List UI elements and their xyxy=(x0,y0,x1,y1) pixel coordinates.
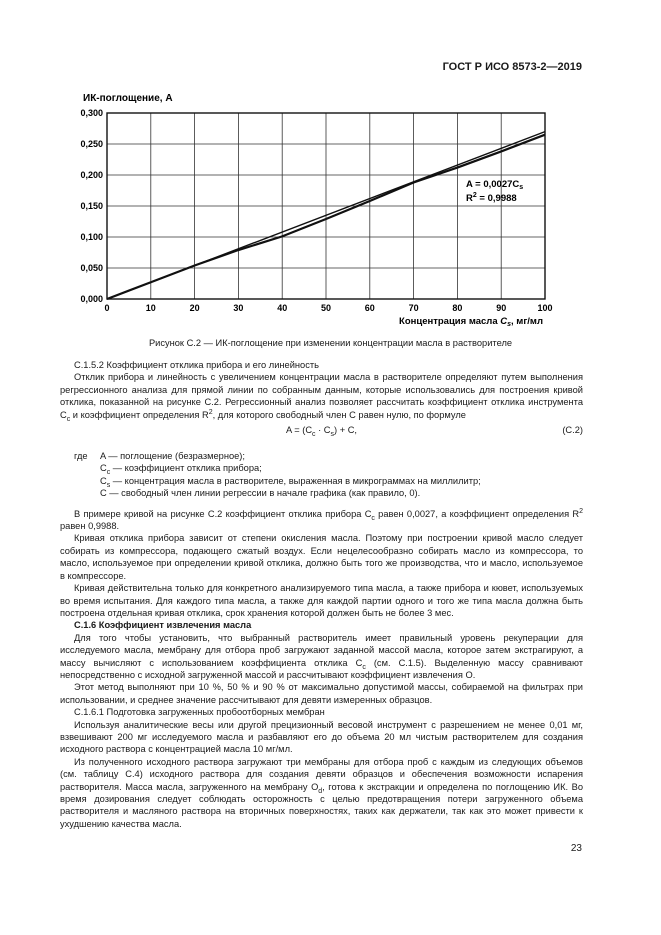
body-text xyxy=(60,359,583,830)
chart-grid xyxy=(107,113,545,299)
paragraph-oxidation: Кривая отклика прибора зависит от степени окисления масла. Поэтому при построении кривой масло следует собирать из компрессора, подающего сжатый воздух. Если нецелесообразно собирать масло из компрессора, то масло, используемое при определении кривой отклика, должно быть того же производства, что и масло, используемое в компрессоре. xyxy=(60,533,583,581)
y-tick-label: 0,250 xyxy=(80,139,103,149)
paragraph-response: Отклик прибора и линейность с увеличением концентрации масла в растворителе определяют путем выполнения регрессионного анализа для прямой линии по собранным данным, которые использовались для построения кривой отклика, показанной на рисунке С.2. Регрессионный анализ позволяет рассчитать коэффициент отклика инструмента $C_c$ и коэффициент определения $R^2$, для которого свободный член C равен нулю, по формуле xyxy=(60,372,583,423)
formula-body: $A = (C_c \cdot C_s) + C$, xyxy=(285,425,358,438)
x-tick-label: 30 xyxy=(233,303,244,313)
y-tick-label: 0,150 xyxy=(80,201,103,211)
paragraph-example: В примере кривой на рисунке С.2 коэффициент отклика прибора $C_c$ равен 0,0027, а коэффициент определения $R^2$ равен 0,9988. xyxy=(60,507,583,532)
y-tick-label: 0,100 xyxy=(80,232,103,242)
document-header: ГОСТ Р ИСО 8573-2—2019 xyxy=(442,61,582,73)
section-c161-title: С.1.6.1 Подготовка загруженных пробоотборных мембран xyxy=(74,707,325,718)
absorbance-chart xyxy=(0,0,661,335)
formula-c2 xyxy=(60,424,583,442)
paragraph-validity: Кривая действительна только для конкретного анализируемого типа масла, а также прибора и кювет, используемых во время испытания. Для каждого типа масла, а также для каждой партии одного и того же типа масла должна быть построена отдельная кривая отклика, срок хранения которой должен быть не более 3 мес. xyxy=(60,583,583,618)
x-tick-label: 60 xyxy=(364,303,375,313)
x-tick-label: 70 xyxy=(408,303,419,313)
x-tick-label: 90 xyxy=(496,303,507,313)
paragraph-weighing: Используя аналитические весы или другой прецизионный весовой инструмент с разрешением не менее 0,01 мг, взвешивают 200 мг исследуемого масла и разбавляют его до объема 20 мл чистым растворителем для создания исходного раствора с концентрацией масла 10 мг/мл. xyxy=(60,719,583,755)
x-tick-label: 80 xyxy=(452,303,463,313)
x-tick-label: 40 xyxy=(277,303,288,313)
where-cc: $C_c$ — коэффициент отклика прибора; xyxy=(100,463,262,477)
y-axis-label: ИК-поглощение, A xyxy=(83,93,173,104)
section-c152-title: С.1.5.2 Коэффициент отклика прибора и его линейность xyxy=(74,360,319,370)
x-tick-label: 50 xyxy=(320,303,332,313)
x-tick-label: 100 xyxy=(537,303,553,313)
y-tick-label: 0,000 xyxy=(80,294,103,304)
paragraph-loading: Из полученного исходного раствора загружают три мембраны для отбора проб с каждым из следующих объемов (см. таблицу С.4) исходного раствора для создания девяти образцов и обеспечения возможности испарения растворителя. Масса масла, загруженного на мембрану $O_d$, готова к экстракции и определена по поглощению ИК. Во время дозирования следует соблюдать осторожность с целью предотвращения потери загруженного объема растворителя и масляного раствора на вторичных поверхностях, таких как держатели, так как это может привести к ухудшению качества масла. xyxy=(60,756,583,829)
y-tick-label: 0,300 xyxy=(80,108,103,118)
formula-number: (С.2) xyxy=(562,425,583,436)
x-tick-label: 10 xyxy=(145,303,156,313)
y-tick-label: 0,200 xyxy=(80,170,103,180)
section-c16-title: С.1.6 Коэффициент извлечения масла xyxy=(74,620,252,631)
where-c: C — свободный член линии регрессии в начале графика (как правило, 0). xyxy=(100,488,421,499)
y-tick-label: 0,050 xyxy=(80,263,103,273)
regression-equation: $A = 0,0027C_s$ xyxy=(466,179,524,191)
page-number: 23 xyxy=(570,843,582,854)
where-cs: $C_s$ — концентрация масла в растворителе, выраженная в микрограммах на миллилитр; xyxy=(100,475,481,489)
figure-caption: Рисунок С.2 — ИК-поглощение при изменении концентрации масла в растворителе xyxy=(148,338,513,348)
paragraph-method: Этот метод выполняют при 10 %, 50 % и 90 % от максимально допустимой массы, собираемой на фильтрах при использовании, и среднее значение рассчитывают для девяти измеренных образцов. xyxy=(60,682,583,705)
x-axis-label: Концентрация масла $C_s$, мг/мл xyxy=(399,316,543,328)
r-squared: $R^2 = 0,9988$ xyxy=(466,192,517,204)
x-tick-label: 20 xyxy=(189,303,200,313)
paragraph-recovery: Для того чтобы установить, что выбранный растворитель имеет правильный уровень рекуперации для исследуемого масла, мембрану для отбора проб загружают заданной массой масла, которое затем экстрагируют, а массу вычисляют с использованием коэффициента отклика $C_c$ (см. С.1.5). Выделенную массу сравнивают непосредственно с исходной загруженной массой и рассчитывают коэффициент извлечения O. xyxy=(60,632,583,680)
where-a: где A — поглощение (безразмерное); xyxy=(74,451,245,462)
x-tick-label: 0 xyxy=(104,303,110,313)
